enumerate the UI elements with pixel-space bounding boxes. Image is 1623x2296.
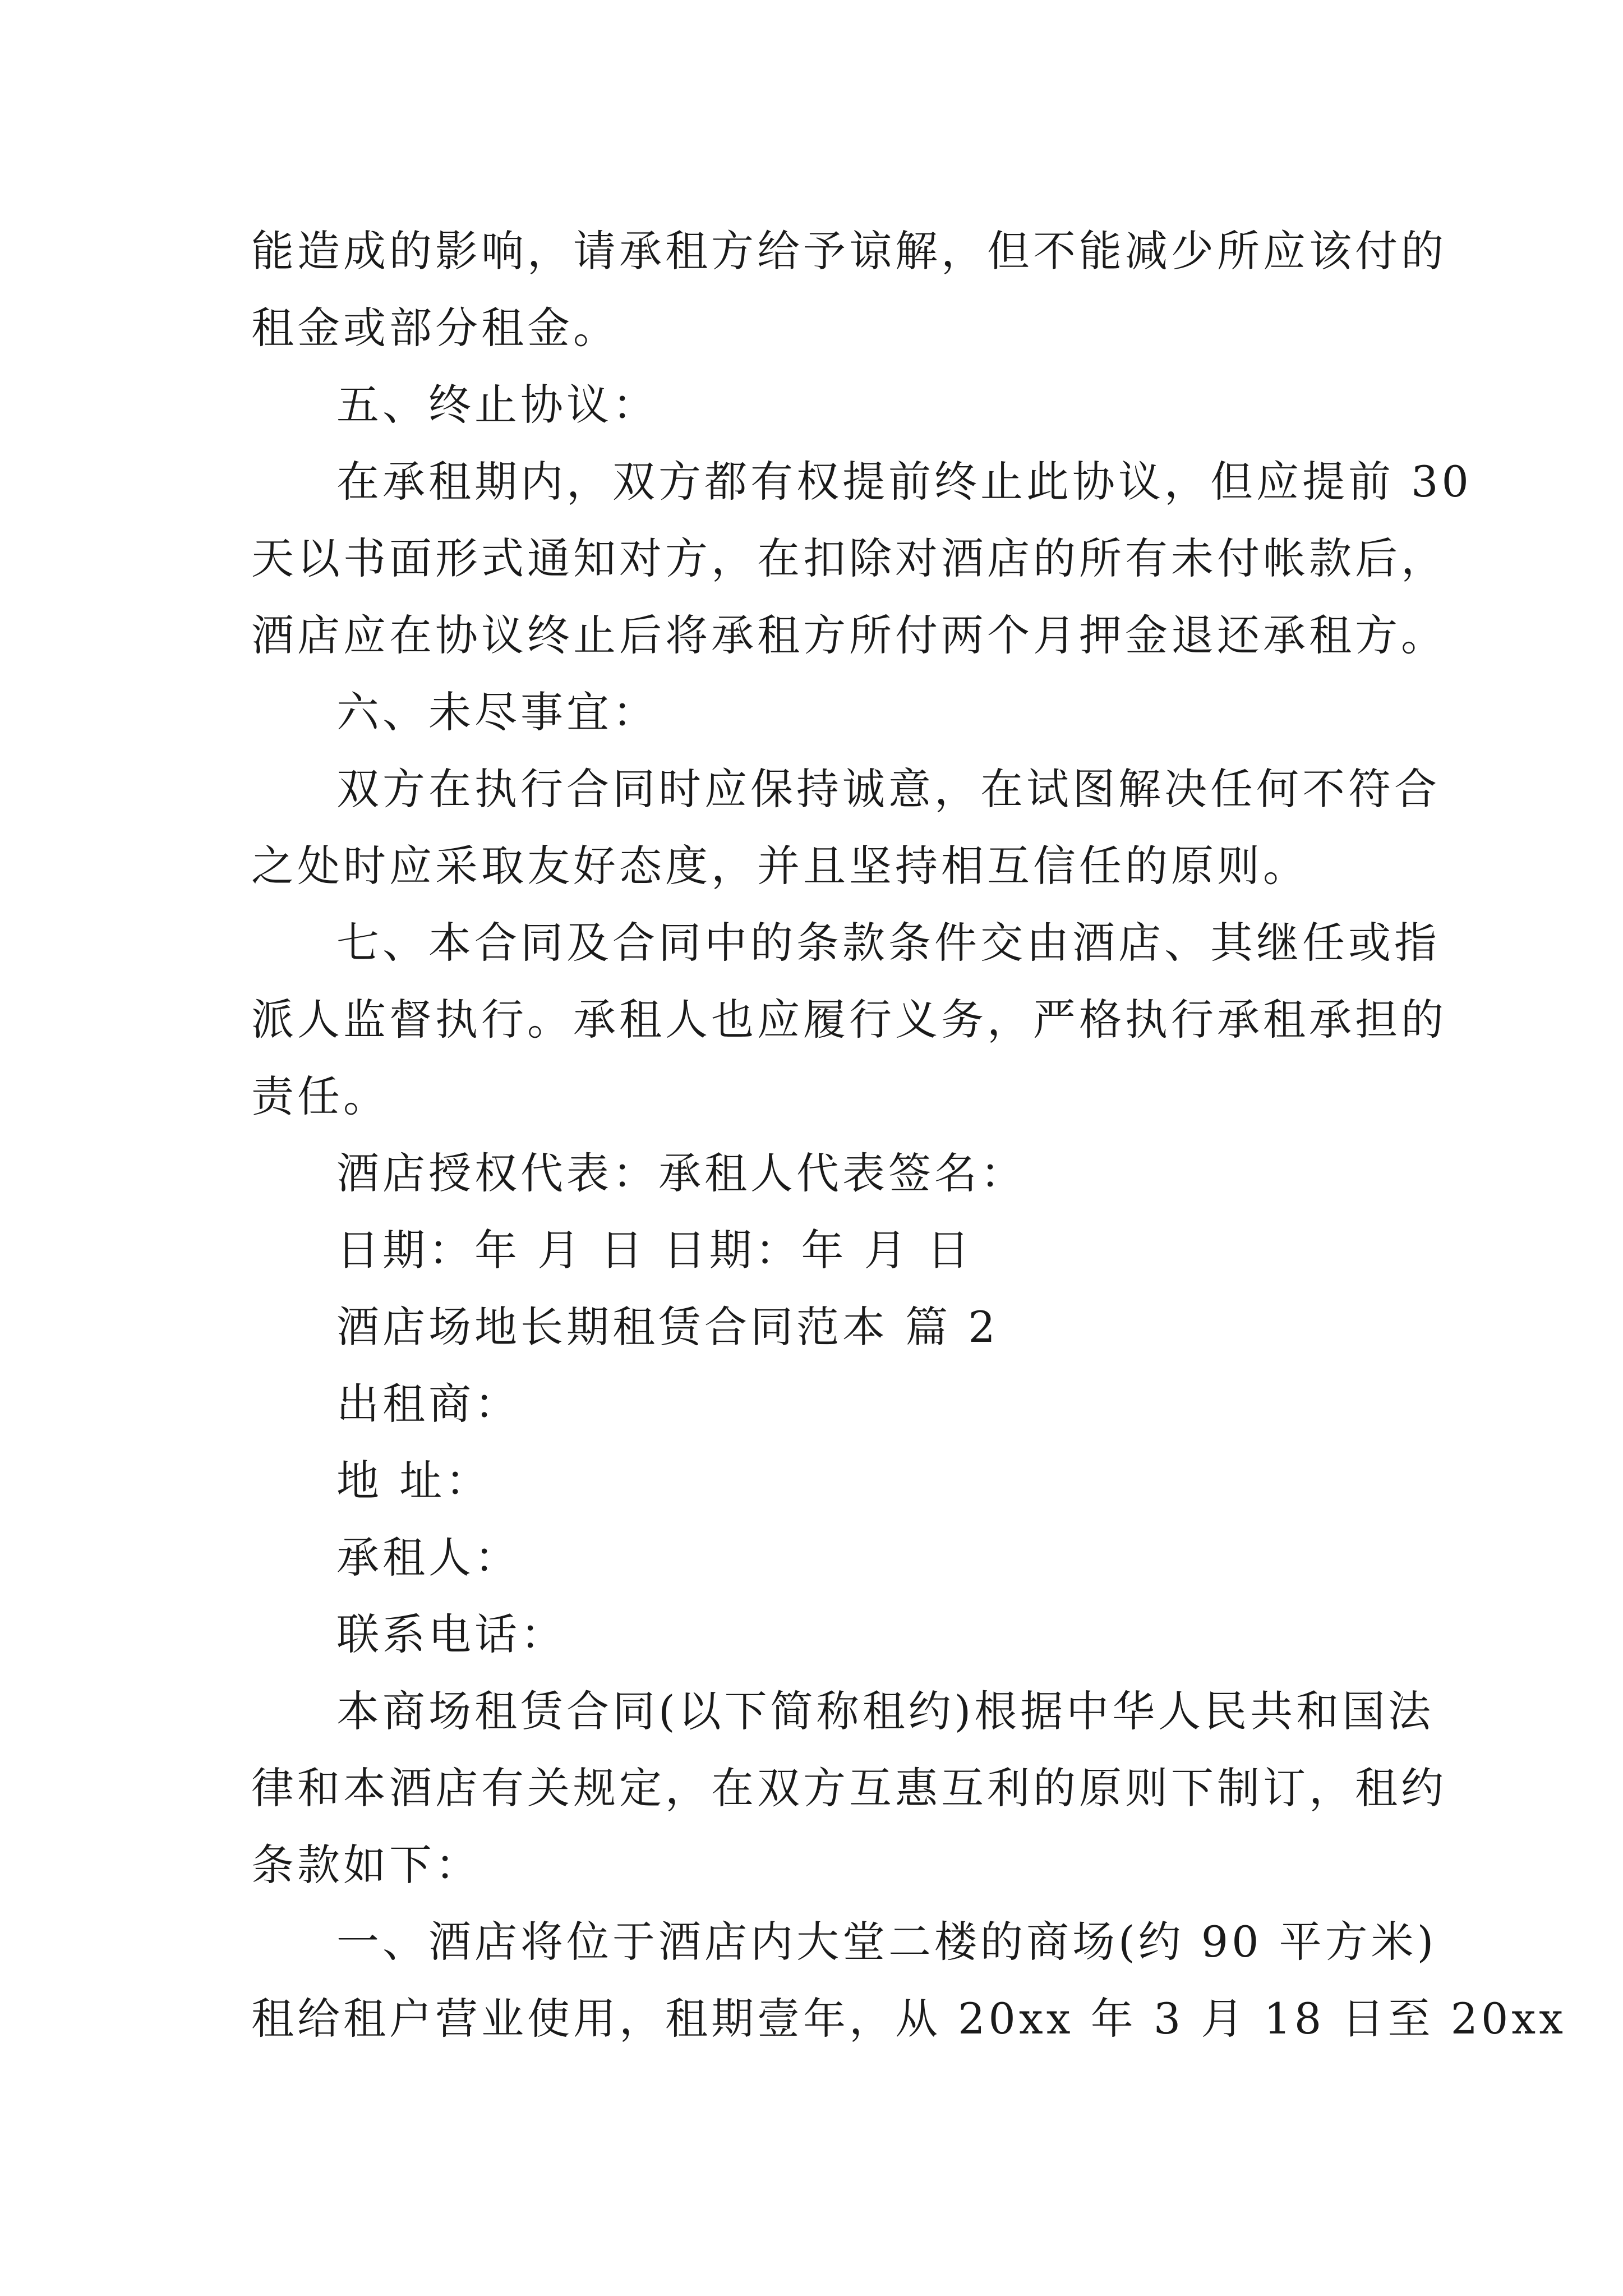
text-line: 七、本合同及合同中的条款条件交由酒店、其继任或指 bbox=[336, 918, 1440, 968]
text-line: 天以书面形式通知对方，在扣除对酒店的所有未付帐款后， bbox=[251, 533, 1447, 583]
text-line: 在承租期内，双方都有权提前终止此协议，但应提前 30 bbox=[336, 457, 1472, 507]
text-line: 律和本酒店有关规定，在双方互惠互利的原则下制订，租约 bbox=[251, 1763, 1447, 1813]
text-line: 责任。 bbox=[251, 1071, 389, 1121]
document-title: 酒店场地长期租赁合同范本 篇 2 bbox=[336, 1302, 999, 1352]
signature-line: 酒店授权代表：承租人代表签名： bbox=[336, 1148, 1026, 1198]
text-line: 之处时应采取友好态度，并且坚持相互信任的原则。 bbox=[251, 841, 1309, 891]
lessor-label: 出租商： bbox=[336, 1379, 520, 1429]
text-line: 租金或部分租金。 bbox=[251, 303, 619, 353]
section-heading: 五、终止协议： bbox=[336, 380, 658, 430]
text-line: 派人监督执行。承租人也应履行义务，严格执行承租承担的 bbox=[251, 995, 1447, 1045]
phone-label: 联系电话： bbox=[336, 1609, 566, 1659]
text-line: 能造成的影响，请承租方给予谅解，但不能减少所应该付的 bbox=[251, 226, 1447, 276]
text-line: 租给租户营业使用，租期壹年，从 20xx 年 3 月 18 日至 20xx bbox=[251, 1994, 1567, 2044]
address-label: 地 址： bbox=[336, 1456, 492, 1506]
text-line: 双方在执行合同时应保持诚意，在试图解决任何不符合 bbox=[336, 764, 1440, 814]
date-line: 日期：年 月 日 日期：年 月 日 bbox=[336, 1225, 973, 1275]
text-line: 酒店应在协议终止后将承租方所付两个月押金退还承租方。 bbox=[251, 610, 1447, 660]
text-line: 条款如下： bbox=[251, 1840, 481, 1890]
section-heading: 六、未尽事宜： bbox=[336, 687, 658, 737]
text-line: 一、酒店将位于酒店内大堂二楼的商场(约 90 平方米) bbox=[336, 1917, 1437, 1967]
lessee-label: 承租人： bbox=[336, 1533, 520, 1582]
text-line: 本商场租赁合同(以下简称租约)根据中华人民共和国法 bbox=[336, 1686, 1435, 1736]
